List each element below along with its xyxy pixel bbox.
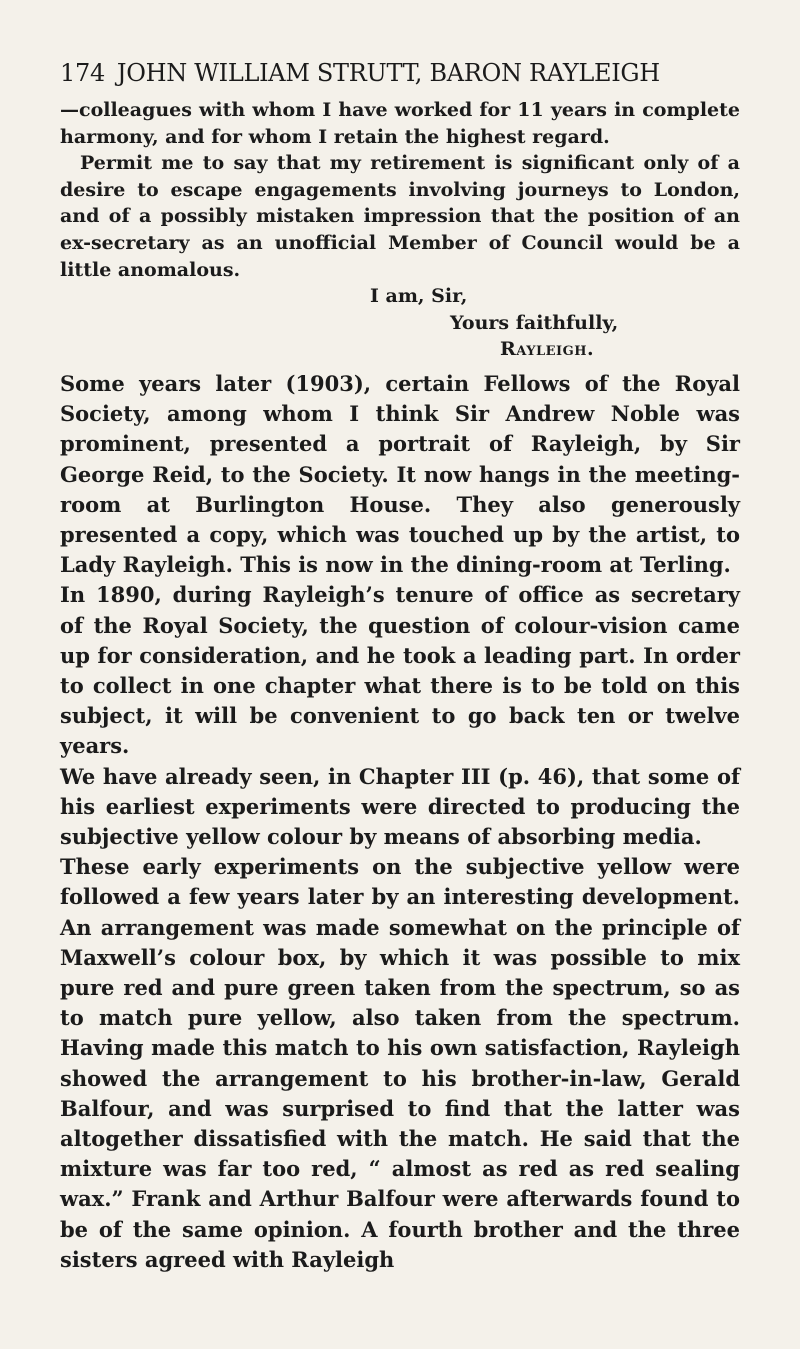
running-title: JOHN WILLIAM STRUTT, BARON RAYLEIGH <box>116 59 660 87</box>
body-paragraph: Some years later (1903), certain Fellows of the Royal Society, among whom I think Sir Andrew Noble was prominent, presented a portrait of Rayleigh, by Sir George Reid, to the Society. It now hangs in the meeting-room at Burlington House. They also generously presented a copy, which was touched up by the artist, to Lady Rayleigh. This is now in the dining-room at Terling. <box>60 370 740 578</box>
page-number: 174 <box>60 59 105 87</box>
body-paragraph: In 1890, during Rayleigh’s tenure of office as secretary of the Royal Society, the question of colour-vision came up for consideration, and he took a leading part. In order to collect in one chapter what there is to be told on this subject, it will be convenient to go back ten or twelve years. <box>60 582 740 759</box>
letter-text <box>60 97 740 283</box>
body-paragraph: We have already seen, in Chapter III (p. 46), that some of his earliest experiments were directed to producing the subjective yellow colour by means of absorbing media. <box>60 763 740 849</box>
closing-signature: Rayleigh. <box>500 338 595 361</box>
closing-salutation: I am, Sir, <box>370 285 468 308</box>
body-paragraph: These early experiments on the subjective yellow were followed a few years later by an interesting development. An arrangement was made somewhat on the principle of Maxwell’s colour box, by which it was possible to mix pure red and pure green taken from the spectrum, so as to match pure yellow, also taken from the spectrum. Having made this match to his own satisfaction, Rayleigh showed the arrangement to his brother-in-law, Gerald Balfour, and was surprised to find that the latter was altogether dissatisfied with the match. He said that the mixture was far too red, “ almost as red as red sealing wax.” Frank and Arthur Balfour were afterwards found to be of the same opinion. A fourth brother and the three sisters agreed with Rayleigh <box>60 854 740 1272</box>
letter-paragraph: —colleagues with whom I have worked for 11 years in complete harmony, and for whom I retain the highest regard. <box>60 99 740 148</box>
body-text <box>60 369 740 1275</box>
letter-closing <box>60 283 740 363</box>
letter-paragraph: Permit me to say that my retirement is significant only of a desire to escape engagements involving journeys to London, and of a possibly mistaken impression that the position of an ex-secretary as an unofficial Member of Council would be a little anomalous. <box>60 152 740 281</box>
closing-valediction: Yours faithfully, <box>450 311 619 334</box>
running-head <box>60 58 740 88</box>
